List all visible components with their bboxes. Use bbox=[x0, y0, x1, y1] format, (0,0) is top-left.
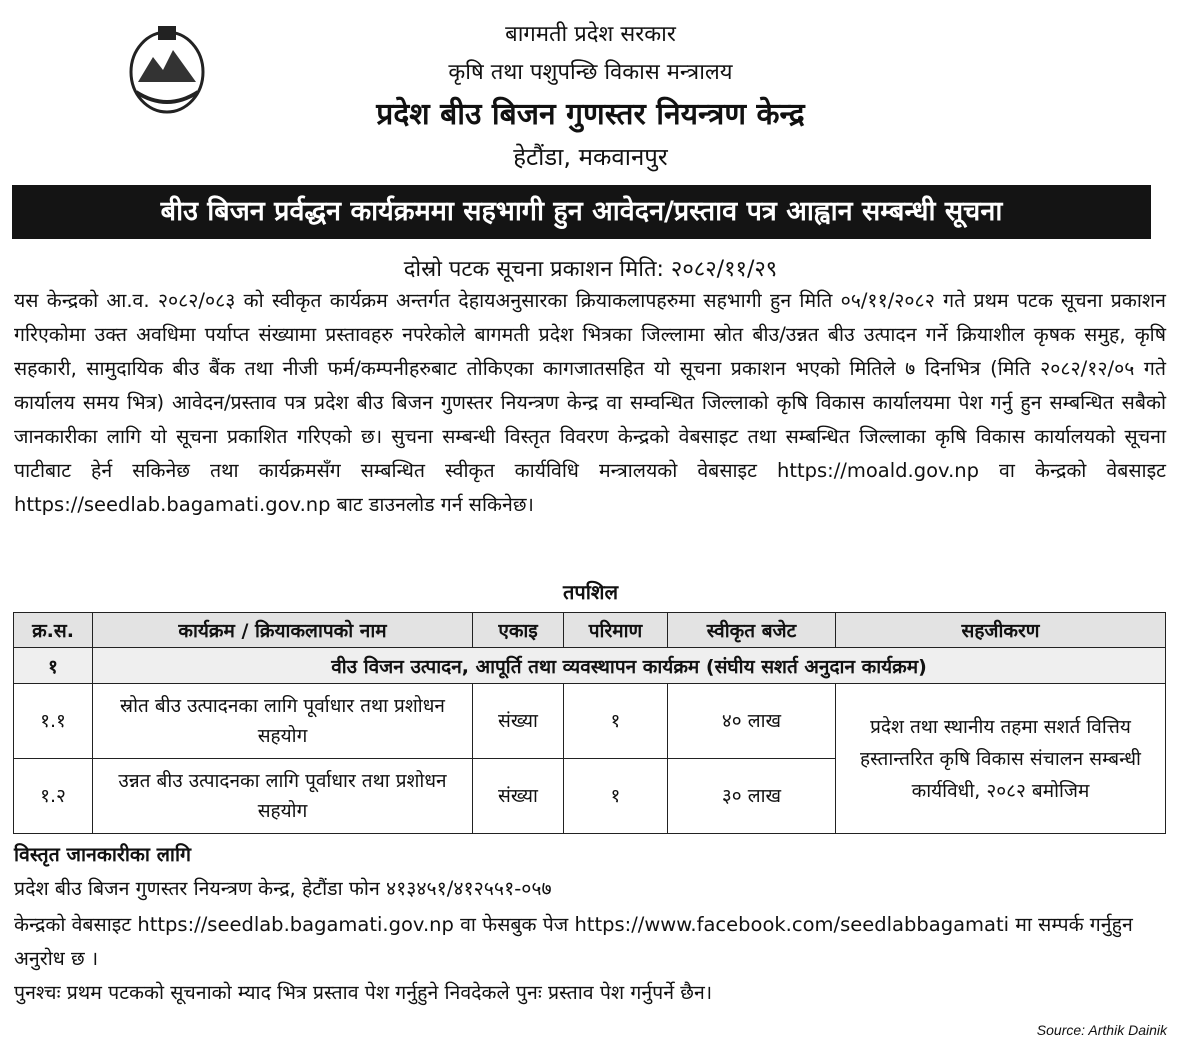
publication-date: दोस्रो पटक सूचना प्रकाशन मिति: २०८२/११/२९ bbox=[403, 257, 778, 282]
activities-table bbox=[13, 612, 1166, 834]
table-title: तपशिल bbox=[562, 580, 619, 604]
contact-phone: प्रदेश बीउ बिजन गुणस्तर नियन्त्रण केन्द्र, हेटौंडा फोन ४१३४५१/४१२५५१-०५७ bbox=[14, 877, 552, 900]
source-credit: Source: Arthik Dainik bbox=[1036, 1022, 1167, 1038]
row-quantity: १ bbox=[564, 684, 668, 759]
office-name: प्रदेश बीउ बिजन गुणस्तर नियन्त्रण केन्द्र bbox=[376, 97, 805, 132]
row-quantity: १ bbox=[564, 759, 668, 834]
contact-heading: विस्तृत जानकारीका लागि bbox=[14, 843, 192, 866]
province-government: बागमती प्रदेश सरकार bbox=[505, 22, 676, 47]
group-name: वीउ विजन उत्पादन, आपूर्ति तथा व्यवस्थापन कार्यक्रम (संघीय सशर्त अनुदान कार्यक्रम) bbox=[93, 648, 1166, 684]
table-row bbox=[14, 684, 1166, 759]
table-group-row bbox=[14, 648, 1166, 684]
header-budget: स्वीकृत बजेट bbox=[668, 613, 836, 648]
row-activity: उन्नत बीउ उत्पादनका लागि पूर्वाधार तथा प्रशोधन सहयोग bbox=[93, 759, 473, 834]
row-budget: ४० लाख bbox=[668, 684, 836, 759]
header-quantity: परिमाण bbox=[564, 613, 668, 648]
row-budget: ३० लाख bbox=[668, 759, 836, 834]
row-sn: १.१ bbox=[14, 684, 93, 759]
row-facilitation: प्रदेश तथा स्थानीय तहमा सशर्त वित्तिय हस्तान्तरित कृषि विकास संचालन सम्बन्धी कार्यविधी, २०८२ बमोजिम bbox=[836, 684, 1166, 834]
header-activity: कार्यक्रम / क्रियाकलापको नाम bbox=[93, 613, 473, 648]
row-activity: स्रोत बीउ उत्पादनका लागि पूर्वाधार तथा प्रशोधन सहयोग bbox=[93, 684, 473, 759]
ministry-name: कृषि तथा पशुपन्छि विकास मन्त्रालय bbox=[448, 60, 733, 85]
table-header-row bbox=[14, 613, 1166, 648]
header-facilitation: सहजीकरण bbox=[836, 613, 1166, 648]
notice-title-banner: बीउ बिजन प्रर्वद्धन कार्यक्रममा सहभागी हुन आवेदन/प्रस्ताव पत्र आह्वान सम्बन्धी सूचना bbox=[12, 185, 1151, 239]
header-sn: क्र.स. bbox=[14, 613, 93, 648]
notice-body: यस केन्द्रको आ.व. २०८२/०८३ को स्वीकृत कार्यक्रम अन्तर्गत देहायअनुसारका क्रियाकलापहरुमा सहभागी हुन मिति ०५/११/२०८२ गते प्रथम पटक सूचना प्रकाशन गरिएकोमा उक्त अवधिमा पर्याप्त संख्यामा प्रस्तावहरु नपरेकोले बागमती प्रदेश भित्रका जिल्लामा स्रोत बीउ/उन्नत बीउ उत्पादन गर्ने क्रियाशील कृषक समुह, कृषि सहकारी, सामुदायिक बीउ बैंक तथा नीजी फर्म/कम्पनीहरुबाट तोकिएका कागजातसहित यो सूचना प्रकाशन भएको मितिले ७ दिनभित्र (मिति २०८२/१२/०५ गते कार्यालय समय भित्र) आवेदन/प्रस्ताव पत्र प्रदेश बीउ बिजन गुणस्तर नियन्त्रण केन्द्र वा सम्वन्धित जिल्लाको कृषि विकास कार्यालयमा पेश गर्नु हुन सम्बन्धित सबैको जानकारीका लागि यो सूचना प्रकाशित गरिएको छ। सुचना सम्बन्धी विस्तृत विवरण केन्द्रको वेबसाइट तथा सम्बन्धित जिल्लाका कृषि विकास कार्यालयको सूचना पाटीबाट हेर्न सकिनेछ तथा कार्यक्रमसँग सम्बन्धित स्वीकृत कार्यविधि मन्त्रालयको वेबसाइट https://moald.gov.np वा केन्द्रको वेबसाइट https://seedlab.bagamati.gov.np बाट डाउनलोड गर्न सकिनेछ। bbox=[14, 289, 1166, 516]
postscript-note: पुनश्चः प्रथम पटकको सूचनाको म्याद भित्र प्रस्ताव पेश गर्नुहुने निवदेकले पुनः प्रस्ताव पेश गर्नुपर्ने छैन। bbox=[14, 981, 713, 1004]
contact-web: केन्द्रको वेबसाइट https://seedlab.bagamati.gov.np वा फेसबुक पेज https://www.facebook.com/seedlabbagamati मा सम्पर्क गर्नुहुन अनुरोध छ । bbox=[14, 913, 1133, 970]
header-unit: एकाइ bbox=[473, 613, 564, 648]
row-unit: संख्या bbox=[473, 759, 564, 834]
row-unit: संख्या bbox=[473, 684, 564, 759]
group-sn: १ bbox=[14, 648, 93, 684]
office-location: हेटौंडा, मकवानपुर bbox=[513, 143, 668, 171]
row-sn: १.२ bbox=[14, 759, 93, 834]
